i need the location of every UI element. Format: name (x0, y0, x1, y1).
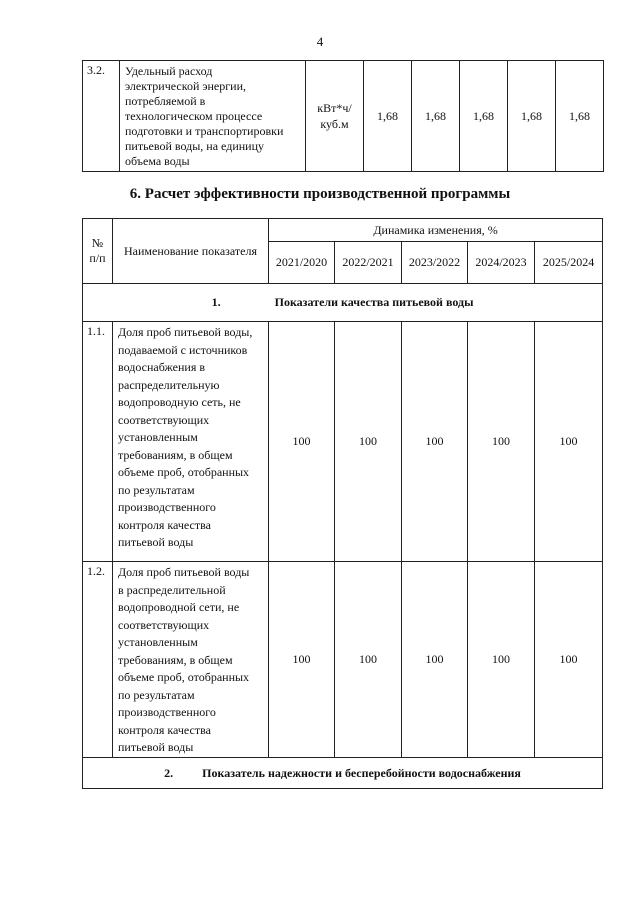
text-line: потребляемой в (125, 94, 206, 108)
group-row (83, 284, 603, 322)
group-number: 2. (164, 765, 174, 780)
value-cell: 100 (269, 562, 335, 758)
text-line: по результатам (118, 687, 195, 702)
text-line: распределительную (118, 377, 220, 392)
year-header: 2023/2022 (402, 242, 468, 284)
text-line: производственного (118, 705, 216, 719)
value-cell: 1,68 (364, 61, 412, 172)
indicator-name (113, 322, 269, 562)
group-title (83, 758, 603, 789)
value-cell: 100 (535, 562, 603, 758)
efficiency-table (82, 218, 603, 789)
text-line: требованиям, в общем (118, 447, 233, 462)
text-line: Удельный расход (125, 64, 213, 78)
value-cell: 100 (269, 322, 335, 562)
value-cell: 1,68 (556, 61, 604, 172)
text-line: кВт*ч/ (317, 101, 352, 115)
value-cell: 100 (402, 322, 468, 562)
text-line: Доля проб питьевой воды (118, 565, 250, 579)
text-line: соответствующих (118, 617, 210, 632)
text-line: в распределительной (118, 582, 226, 597)
text-line: подготовки и транспортировки (125, 124, 284, 138)
text-line: водопроводной сети, не (118, 600, 240, 614)
row-number: 3.2. (83, 61, 120, 172)
table-row (83, 322, 603, 562)
year-header: 2022/2021 (335, 242, 402, 284)
value-cell: 100 (535, 322, 603, 562)
header-row (83, 219, 603, 242)
text-line: п/п (89, 251, 106, 265)
year-header: 2025/2024 (535, 242, 603, 284)
group-label: Показатель надежности и бесперебойности водоснабжения (202, 765, 521, 780)
text-line: электрической энергии, (125, 79, 247, 93)
text-line: контроля качества (118, 517, 211, 532)
year-header: 2024/2023 (468, 242, 535, 284)
unit-cell (306, 61, 364, 172)
row-number: 1.1. (83, 322, 113, 562)
header-dynamics: Динамика изменения, % (269, 219, 603, 242)
text-line: питьевой воды, на единицу (125, 139, 265, 153)
text-line: питьевой воды (118, 535, 194, 549)
value-cell: 1,68 (508, 61, 556, 172)
year-header: 2021/2020 (269, 242, 335, 284)
page-number: 4 (316, 34, 324, 49)
text-line: куб.м (320, 117, 349, 131)
text-line: объема воды (125, 154, 190, 168)
text-line: по результатам (118, 482, 195, 497)
group-label: Показатели качества питьевой воды (274, 295, 474, 309)
text-line: установленным (118, 430, 198, 444)
indicator-name (120, 61, 306, 172)
text-line: технологическом процессе (125, 109, 263, 123)
indicator-name (113, 562, 269, 758)
text-line: подаваемой с источников (118, 342, 248, 357)
group-row (83, 758, 603, 789)
value-cell: 1,68 (412, 61, 460, 172)
table-row (83, 562, 603, 758)
text-line: соответствующих (118, 412, 210, 427)
text-line: объеме проб, отобранных (118, 465, 250, 479)
text-line: контроля качества (118, 722, 211, 737)
table-row (83, 61, 604, 172)
continued-indicators-table (82, 60, 604, 172)
text-line: водопроводную сеть, не (118, 395, 241, 409)
text-line: Доля проб питьевой воды, (118, 325, 253, 339)
text-line: установленным (118, 635, 198, 649)
group-number: 1. (211, 295, 221, 309)
value-cell: 100 (335, 562, 402, 758)
header-num (83, 219, 113, 284)
text-line: объеме проб, отобранных (118, 670, 250, 684)
value-cell: 1,68 (460, 61, 508, 172)
value-cell: 100 (468, 562, 535, 758)
text-line: водоснабжения в (118, 360, 206, 374)
group-title (83, 284, 603, 322)
text-line: № (91, 236, 104, 250)
value-cell: 100 (335, 322, 402, 562)
text-line: питьевой воды (118, 740, 194, 754)
value-cell: 100 (468, 322, 535, 562)
section-title: 6. Расчет эффективности производственной программы (129, 186, 511, 202)
value-cell: 100 (402, 562, 468, 758)
text-line: производственного (118, 500, 216, 514)
row-number: 1.2. (83, 562, 113, 758)
text-line: требованиям, в общем (118, 652, 233, 667)
header-name: Наименование показателя (113, 219, 269, 284)
